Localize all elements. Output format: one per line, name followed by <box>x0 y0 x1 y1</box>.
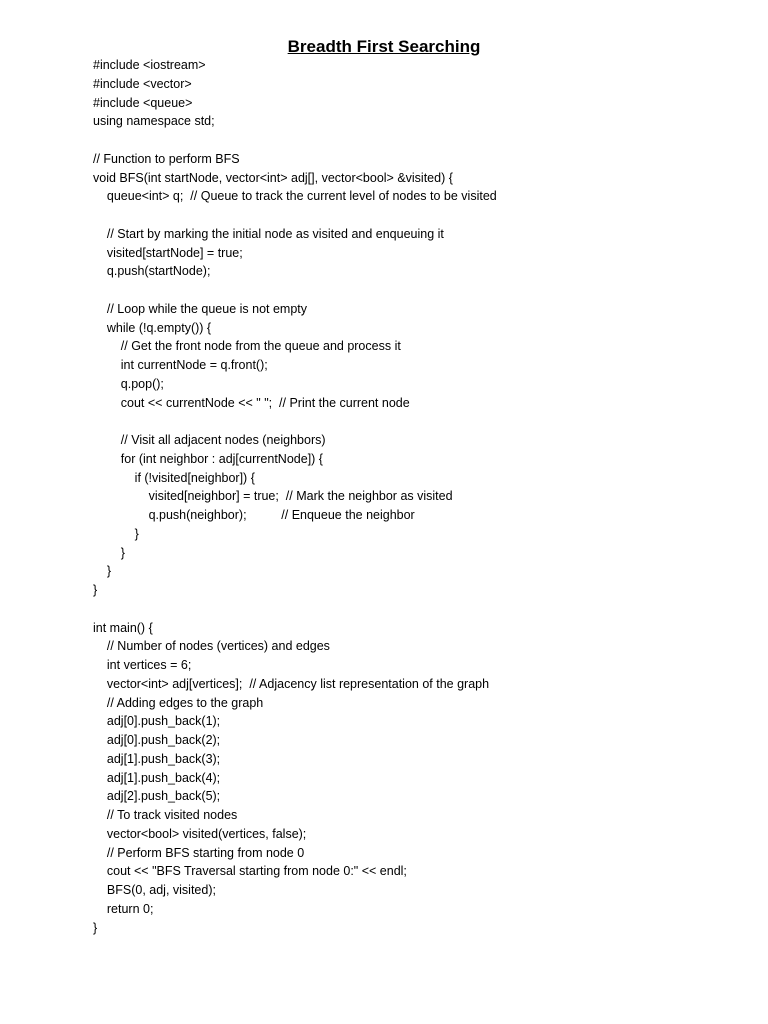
code-line: } <box>93 526 139 541</box>
code-line: return 0; <box>93 901 154 916</box>
code-line: // To track visited nodes <box>93 808 238 822</box>
code-line: adj[1].push_back(4); <box>93 770 221 785</box>
code-line: BFS(0, adj, visited); <box>93 883 216 897</box>
code-line: adj[0].push_back(1); <box>93 714 221 729</box>
code-line <box>93 131 733 150</box>
code-line: cout << "BFS Traversal starting from node 0:" << endl; <box>93 864 407 879</box>
code-line: #include <vector> <box>93 76 192 91</box>
code-line: // Get the front node from the queue and process it <box>93 339 401 354</box>
code-block <box>93 56 733 937</box>
code-line: queue<int> q; // Queue to track the current level of nodes to be visited <box>93 189 497 204</box>
code-line: cout << currentNode << " "; // Print the current node <box>93 395 410 410</box>
code-line: if (!visited[neighbor]) { <box>93 470 255 485</box>
code-line <box>93 600 733 619</box>
document-title: Breadth First Searching <box>287 37 481 56</box>
code-line: int main() { <box>93 620 153 635</box>
code-line: // Visit all adjacent nodes (neighbors) <box>93 433 326 447</box>
code-line: // Loop while the queue is not empty <box>93 301 308 316</box>
code-line: q.pop(); <box>93 376 164 391</box>
code-line: q.push(neighbor); // Enqueue the neighbor <box>93 508 415 522</box>
code-line: // Start by marking the initial node as visited and enqueuing it <box>93 226 444 241</box>
code-line: // Number of nodes (vertices) and edges <box>93 639 330 654</box>
code-line: adj[0].push_back(2); <box>93 733 221 747</box>
code-line: using namespace std; <box>93 114 215 129</box>
code-line: // Function to perform BFS <box>93 151 240 166</box>
code-line: visited[startNode] = true; <box>93 245 243 260</box>
code-line: adj[1].push_back(3); <box>93 751 221 766</box>
code-line <box>93 281 733 300</box>
code-line: q.push(startNode); <box>93 264 211 279</box>
code-line: } <box>93 564 112 579</box>
code-line: // Adding edges to the graph <box>93 695 264 710</box>
code-line: #include <queue> <box>93 95 193 110</box>
code-line: vector<int> adj[vertices]; // Adjacency list representation of the graph <box>93 676 490 691</box>
code-line <box>93 206 733 225</box>
code-line <box>93 412 733 431</box>
code-line: } <box>93 583 98 597</box>
code-line: } <box>93 920 98 935</box>
code-line: vector<bool> visited(vertices, false); <box>93 826 307 841</box>
code-line: int vertices = 6; <box>93 658 192 672</box>
code-line: adj[2].push_back(5); <box>93 789 221 804</box>
code-line: void BFS(int startNode, vector<int> adj[], vector<bool> &visited) { <box>93 170 453 185</box>
code-line: int currentNode = q.front(); <box>93 358 268 372</box>
code-line: // Perform BFS starting from node 0 <box>93 845 305 860</box>
code-line: for (int neighbor : adj[currentNode]) { <box>93 451 323 466</box>
code-line: #include <iostream> <box>93 58 206 72</box>
code-line: } <box>93 545 125 560</box>
code-line: while (!q.empty()) { <box>93 320 212 335</box>
code-line: visited[neighbor] = true; // Mark the neighbor as visited <box>93 489 453 504</box>
